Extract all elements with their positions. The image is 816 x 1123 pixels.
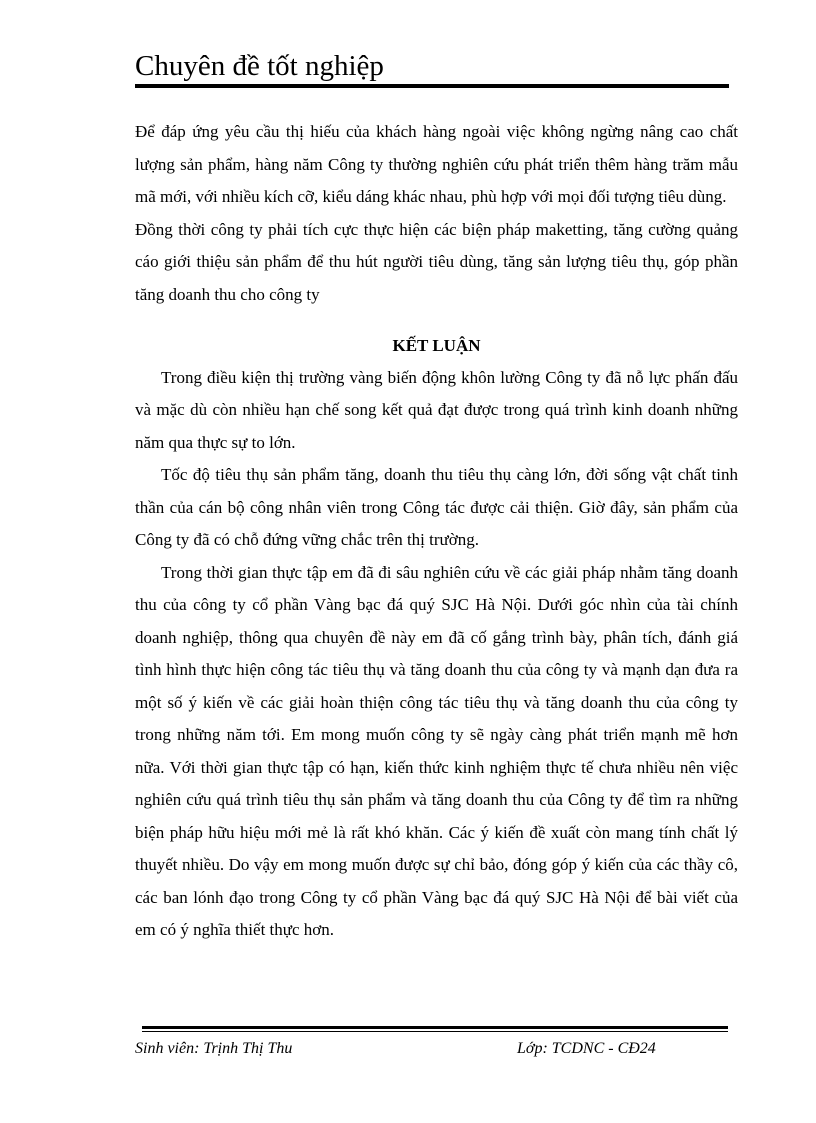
header-divider <box>135 84 729 88</box>
page-title: Chuyên đề tốt nghiệp <box>135 50 384 82</box>
section-heading: KẾT LUẬN <box>392 336 481 355</box>
conclusion-paragraph-2: Tốc độ tiêu thụ sản phẩm tăng, doanh thu tiêu thụ càng lớn, đời sống vật chất tinh thần của cán bộ công nhân viên trong Công tác được cải thiện. Giờ đây, sản phẩm của Công ty đã có chỗ đứng vững chắc trên thị trường. <box>135 465 738 549</box>
footer-divider-thick <box>142 1026 728 1029</box>
footer-divider-thin <box>142 1031 728 1032</box>
footer-student: Sinh viên: Trịnh Thị Thu <box>135 1040 293 1057</box>
document-body <box>135 116 738 947</box>
intro-paragraph-1: Để đáp ứng yêu cầu thị hiếu của khách hàng ngoài việc không ngừng nâng cao chất lượng sản phẩm, hàng năm Công ty thường nghiên cứu phát triển thêm hàng trăm mẫu mã mới, với nhiều kích cỡ, kiểu dáng khác nhau, phù hợp với mọi đối tượng tiêu dùng. <box>135 122 738 206</box>
intro-paragraph-2: Đồng thời công ty phải tích cực thực hiện các biện pháp maketting, tăng cường quảng cáo giới thiệu sản phẩm để thu hút người tiêu dùng, tăng sản lượng tiêu thụ, góp phần tăng doanh thu cho công ty <box>135 219 738 304</box>
footer-class: Lớp: TCDNC - CĐ24 <box>517 1040 656 1057</box>
conclusion-paragraph-1: Trong điều kiện thị trường vàng biến động khôn lường Công ty đã nỗ lực phấn đấu và mặc dù còn nhiều hạn chế song kết quả đạt được trong quá trình kinh doanh những năm qua thực sự to lớn. <box>135 367 738 452</box>
conclusion-paragraph-3: Trong thời gian thực tập em đã đi sâu nghiên cứu về các giải pháp nhằm tăng doanh thu của công ty cổ phần Vàng bạc đá quý SJC Hà Nội. Dưới góc nhìn của tài chính doanh nghiệp, thông qua chuyên đề này em đã cố gắng trình bày, phân tích, đánh giá tình hình thực hiện công tác tiêu thụ và tăng doanh thu của công ty và mạnh dạn đưa ra một số ý kiến về các giải hoàn thiện công tác tiêu thụ và tăng doanh thu của công ty trong những năm tới. Em mong muốn công ty sẽ ngày càng phát triển mạnh mẽ hơn nữa. Với thời gian thực tập có hạn, kiến thức kinh nghiệm thực tế chưa nhiều nên việc nghiên cứu quá trình tiêu thụ sản phẩm và tăng doanh thu của Công ty để tìm ra những biện pháp hữu hiệu mới mẻ là rất khó khăn. Các ý kiến đề xuất còn mang tính chất lý thuyết nhiều. Do vậy em mong muốn được sự chỉ bảo, đóng góp ý kiến của các thầy cô, các ban lónh đạo trong Công ty cổ phần Vàng bạc đá quý SJC Hà Nội để bài viết của em có ý nghĩa thiết thực hơn. <box>135 562 738 939</box>
